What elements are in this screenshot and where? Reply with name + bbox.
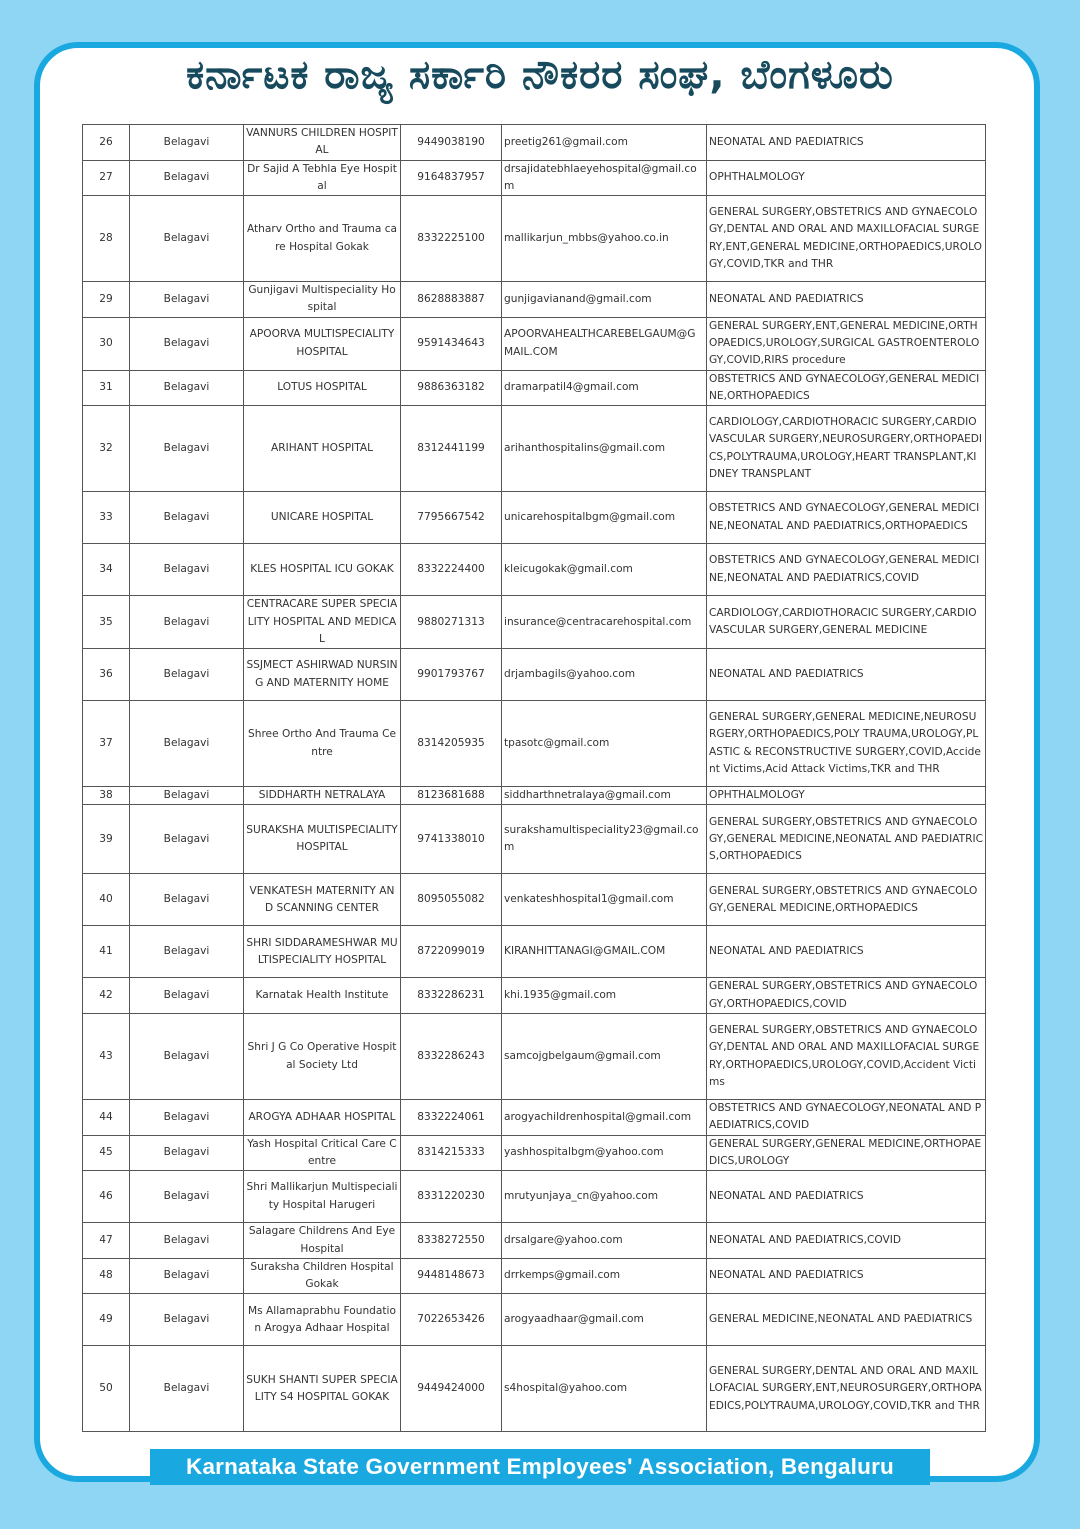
district-cell: Belagavi bbox=[130, 596, 244, 649]
hospital-name-cell: Atharv Ortho and Trauma care Hospital Gokak bbox=[244, 196, 401, 282]
phone-cell: 9901793767 bbox=[401, 649, 502, 701]
district-cell: Belagavi bbox=[130, 1135, 244, 1171]
table-row bbox=[83, 125, 986, 161]
page-title: ಕರ್ನಾಟಕ ರಾಜ್ಯ ಸರ್ಕಾರಿ ನೌಕರರ ಸಂಘ, ಬೆಂಗಳೂರು bbox=[186, 52, 894, 98]
email-cell: KIRANHITTANAGI@GMAIL.COM bbox=[502, 926, 707, 978]
phone-cell: 7795667542 bbox=[401, 492, 502, 544]
hospital-name-cell: ARIHANT HOSPITAL bbox=[244, 406, 401, 492]
district-cell: Belagavi bbox=[130, 196, 244, 282]
specialities-cell: OBSTETRICS AND GYNAECOLOGY,NEONATAL AND PAEDIATRICS,COVID bbox=[707, 1100, 986, 1136]
specialities-cell: GENERAL SURGERY,OBSTETRICS AND GYNAECOLOGY,DENTAL AND ORAL AND MAXILLOFACIAL SURGERY,ORTHOPAEDICS,UROLOGY,COVID,Accident Victims bbox=[707, 1014, 986, 1100]
phone-cell: 8722099019 bbox=[401, 926, 502, 978]
phone-cell: 8332286243 bbox=[401, 1014, 502, 1100]
row-number: 29 bbox=[83, 282, 130, 318]
hospital-name-cell: SHRI SIDDARAMESHWAR MULTISPECIALITY HOSPITAL bbox=[244, 926, 401, 978]
district-cell: Belagavi bbox=[130, 787, 244, 805]
district-cell: Belagavi bbox=[130, 805, 244, 874]
phone-cell: 7022653426 bbox=[401, 1294, 502, 1346]
table-row bbox=[83, 1223, 986, 1259]
hospital-name-cell: UNICARE HOSPITAL bbox=[244, 492, 401, 544]
email-cell: siddharthnetralaya@gmail.com bbox=[502, 787, 707, 805]
email-cell: drrkemps@gmail.com bbox=[502, 1258, 707, 1294]
row-number: 47 bbox=[83, 1223, 130, 1259]
email-cell: preetig261@gmail.com bbox=[502, 125, 707, 161]
table-row bbox=[83, 1135, 986, 1171]
email-cell: kleicugokak@gmail.com bbox=[502, 544, 707, 596]
email-cell: venkateshhospital1@gmail.com bbox=[502, 874, 707, 926]
row-number: 39 bbox=[83, 805, 130, 874]
district-cell: Belagavi bbox=[130, 649, 244, 701]
phone-cell: 8095055082 bbox=[401, 874, 502, 926]
district-cell: Belagavi bbox=[130, 282, 244, 318]
table-row bbox=[83, 492, 986, 544]
email-cell: s4hospital@yahoo.com bbox=[502, 1346, 707, 1432]
email-cell: samcojgbelgaum@gmail.com bbox=[502, 1014, 707, 1100]
table-row bbox=[83, 406, 986, 492]
phone-cell: 9449424000 bbox=[401, 1346, 502, 1432]
row-number: 42 bbox=[83, 978, 130, 1014]
specialities-cell: GENERAL SURGERY,DENTAL AND ORAL AND MAXILLOFACIAL SURGERY,ENT,NEUROSURGERY,ORTHOPAEDICS,POLYTRAUMA,UROLOGY,COVID,TKR and THR bbox=[707, 1346, 986, 1432]
row-number: 28 bbox=[83, 196, 130, 282]
hospital-name-cell: SSJMECT ASHIRWAD NURSING AND MATERNITY HOME bbox=[244, 649, 401, 701]
hospital-name-cell: Karnatak Health Institute bbox=[244, 978, 401, 1014]
hospital-name-cell: VENKATESH MATERNITY AND SCANNING CENTER bbox=[244, 874, 401, 926]
row-number: 36 bbox=[83, 649, 130, 701]
email-cell: unicarehospitalbgm@gmail.com bbox=[502, 492, 707, 544]
hospital-name-cell: CENTRACARE SUPER SPECIALITY HOSPITAL AND MEDICAL bbox=[244, 596, 401, 649]
district-cell: Belagavi bbox=[130, 978, 244, 1014]
phone-cell: 8312441199 bbox=[401, 406, 502, 492]
specialities-cell: GENERAL SURGERY,ENT,GENERAL MEDICINE,ORTHOPAEDICS,UROLOGY,SURGICAL GASTROENTEROLOGY,COVID,RIRS procedure bbox=[707, 317, 986, 370]
specialities-cell: GENERAL SURGERY,OBSTETRICS AND GYNAECOLOGY,ORTHOPAEDICS,COVID bbox=[707, 978, 986, 1014]
table-row bbox=[83, 874, 986, 926]
district-cell: Belagavi bbox=[130, 1100, 244, 1136]
district-cell: Belagavi bbox=[130, 370, 244, 406]
table-row bbox=[83, 1014, 986, 1100]
hospital-name-cell: APOORVA MULTISPECIALITY HOSPITAL bbox=[244, 317, 401, 370]
district-cell: Belagavi bbox=[130, 1258, 244, 1294]
hospital-name-cell: Yash Hospital Critical Care Centre bbox=[244, 1135, 401, 1171]
row-number: 33 bbox=[83, 492, 130, 544]
table-row bbox=[83, 978, 986, 1014]
row-number: 32 bbox=[83, 406, 130, 492]
hospital-name-cell: SUKH SHANTI SUPER SPECIALITY S4 HOSPITAL GOKAK bbox=[244, 1346, 401, 1432]
district-cell: Belagavi bbox=[130, 926, 244, 978]
table-row bbox=[83, 1294, 986, 1346]
table-row bbox=[83, 1258, 986, 1294]
table-row bbox=[83, 649, 986, 701]
row-number: 41 bbox=[83, 926, 130, 978]
specialities-cell: NEONATAL AND PAEDIATRICS bbox=[707, 125, 986, 161]
district-cell: Belagavi bbox=[130, 701, 244, 787]
hospital-name-cell: SIDDHARTH NETRALAYA bbox=[244, 787, 401, 805]
specialities-cell: GENERAL SURGERY,OBSTETRICS AND GYNAECOLOGY,GENERAL MEDICINE,NEONATAL AND PAEDIATRICS,ORTHOPAEDICS bbox=[707, 805, 986, 874]
hospital-name-cell: Shri J G Co Operative Hospital Society Ltd bbox=[244, 1014, 401, 1100]
row-number: 48 bbox=[83, 1258, 130, 1294]
specialities-cell: GENERAL SURGERY,OBSTETRICS AND GYNAECOLOGY,DENTAL AND ORAL AND MAXILLOFACIAL SURGERY,ENT,GENERAL MEDICINE,ORTHOPAEDICS,UROLOGY,COVID,TKR and THR bbox=[707, 196, 986, 282]
district-cell: Belagavi bbox=[130, 125, 244, 161]
hospital-name-cell: LOTUS HOSPITAL bbox=[244, 370, 401, 406]
specialities-cell: GENERAL SURGERY,OBSTETRICS AND GYNAECOLOGY,GENERAL MEDICINE,ORTHOPAEDICS bbox=[707, 874, 986, 926]
phone-cell: 9591434643 bbox=[401, 317, 502, 370]
row-number: 46 bbox=[83, 1171, 130, 1223]
hospital-name-cell: Salagare Childrens And Eye Hospital bbox=[244, 1223, 401, 1259]
hospital-name-cell: KLES HOSPITAL ICU GOKAK bbox=[244, 544, 401, 596]
row-number: 49 bbox=[83, 1294, 130, 1346]
email-cell: tpasotc@gmail.com bbox=[502, 701, 707, 787]
table-row bbox=[83, 1171, 986, 1223]
row-number: 50 bbox=[83, 1346, 130, 1432]
phone-cell: 8332286231 bbox=[401, 978, 502, 1014]
district-cell: Belagavi bbox=[130, 317, 244, 370]
table-row bbox=[83, 317, 986, 370]
row-number: 35 bbox=[83, 596, 130, 649]
district-cell: Belagavi bbox=[130, 160, 244, 196]
district-cell: Belagavi bbox=[130, 406, 244, 492]
specialities-cell: GENERAL SURGERY,GENERAL MEDICINE,NEUROSURGERY,ORTHOPAEDICS,POLY TRAUMA,UROLOGY,PLASTIC & RECONSTRUCTIVE SURGERY,COVID,Accident Victims,Acid Attack Victims,TKR and THR bbox=[707, 701, 986, 787]
email-cell: drsalgare@yahoo.com bbox=[502, 1223, 707, 1259]
district-cell: Belagavi bbox=[130, 1014, 244, 1100]
district-cell: Belagavi bbox=[130, 1223, 244, 1259]
specialities-cell: NEONATAL AND PAEDIATRICS bbox=[707, 1171, 986, 1223]
specialities-cell: CARDIOLOGY,CARDIOTHORACIC SURGERY,CARDIOVASCULAR SURGERY,NEUROSURGERY,ORTHOPAEDICS,POLYTRAUMA,UROLOGY,HEART TRANSPLANT,KIDNEY TRANSPLANT bbox=[707, 406, 986, 492]
row-number: 27 bbox=[83, 160, 130, 196]
hospital-name-cell: Ms Allamaprabhu Foundation Arogya Adhaar Hospital bbox=[244, 1294, 401, 1346]
row-number: 45 bbox=[83, 1135, 130, 1171]
hospital-name-cell: Shree Ortho And Trauma Centre bbox=[244, 701, 401, 787]
phone-cell: 8331220230 bbox=[401, 1171, 502, 1223]
hospital-name-cell: Gunjigavi Multispeciality Hospital bbox=[244, 282, 401, 318]
row-number: 30 bbox=[83, 317, 130, 370]
phone-cell: 8332225100 bbox=[401, 196, 502, 282]
email-cell: mrutyunjaya_cn@yahoo.com bbox=[502, 1171, 707, 1223]
hospital-name-cell: VANNURS CHILDREN HOSPITAL bbox=[244, 125, 401, 161]
email-cell: arogyachildrenhospital@gmail.com bbox=[502, 1100, 707, 1136]
district-cell: Belagavi bbox=[130, 492, 244, 544]
table-row bbox=[83, 1346, 986, 1432]
phone-cell: 8123681688 bbox=[401, 787, 502, 805]
email-cell: arihanthospitalins@gmail.com bbox=[502, 406, 707, 492]
specialities-cell: NEONATAL AND PAEDIATRICS bbox=[707, 282, 986, 318]
specialities-cell: GENERAL SURGERY,GENERAL MEDICINE,ORTHOPAEDICS,UROLOGY bbox=[707, 1135, 986, 1171]
email-cell: drjambagils@yahoo.com bbox=[502, 649, 707, 701]
phone-cell: 9449038190 bbox=[401, 125, 502, 161]
phone-cell: 8338272550 bbox=[401, 1223, 502, 1259]
email-cell: khi.1935@gmail.com bbox=[502, 978, 707, 1014]
hospital-name-cell: Dr Sajid A Tebhla Eye Hospital bbox=[244, 160, 401, 196]
district-cell: Belagavi bbox=[130, 874, 244, 926]
phone-cell: 9886363182 bbox=[401, 370, 502, 406]
specialities-cell: OPHTHALMOLOGY bbox=[707, 787, 986, 805]
specialities-cell: NEONATAL AND PAEDIATRICS bbox=[707, 649, 986, 701]
email-cell: insurance@centracarehospital.com bbox=[502, 596, 707, 649]
row-number: 31 bbox=[83, 370, 130, 406]
row-number: 34 bbox=[83, 544, 130, 596]
phone-cell: 9880271313 bbox=[401, 596, 502, 649]
specialities-cell: CARDIOLOGY,CARDIOTHORACIC SURGERY,CARDIOVASCULAR SURGERY,GENERAL MEDICINE bbox=[707, 596, 986, 649]
phone-cell: 8332224061 bbox=[401, 1100, 502, 1136]
district-cell: Belagavi bbox=[130, 1346, 244, 1432]
footer-banner: Karnataka State Government Employees' Association, Bengaluru bbox=[150, 1449, 930, 1485]
specialities-cell: NEONATAL AND PAEDIATRICS bbox=[707, 926, 986, 978]
email-cell: arogyaadhaar@gmail.com bbox=[502, 1294, 707, 1346]
row-number: 37 bbox=[83, 701, 130, 787]
specialities-cell: OPHTHALMOLOGY bbox=[707, 160, 986, 196]
district-cell: Belagavi bbox=[130, 1294, 244, 1346]
phone-cell: 8314205935 bbox=[401, 701, 502, 787]
phone-cell: 9741338010 bbox=[401, 805, 502, 874]
specialities-cell: OBSTETRICS AND GYNAECOLOGY,GENERAL MEDICINE,ORTHOPAEDICS bbox=[707, 370, 986, 406]
table-row bbox=[83, 196, 986, 282]
specialities-cell: GENERAL MEDICINE,NEONATAL AND PAEDIATRICS bbox=[707, 1294, 986, 1346]
table-row bbox=[83, 787, 986, 805]
table-row bbox=[83, 805, 986, 874]
hospital-name-cell: SURAKSHA MULTISPECIALITY HOSPITAL bbox=[244, 805, 401, 874]
district-cell: Belagavi bbox=[130, 544, 244, 596]
table-row bbox=[83, 596, 986, 649]
district-cell: Belagavi bbox=[130, 1171, 244, 1223]
phone-cell: 8332224400 bbox=[401, 544, 502, 596]
row-number: 43 bbox=[83, 1014, 130, 1100]
email-cell: yashhospitalbgm@yahoo.com bbox=[502, 1135, 707, 1171]
phone-cell: 8314215333 bbox=[401, 1135, 502, 1171]
hospital-name-cell: AROGYA ADHAAR HOSPITAL bbox=[244, 1100, 401, 1136]
specialities-cell: OBSTETRICS AND GYNAECOLOGY,GENERAL MEDICINE,NEONATAL AND PAEDIATRICS,COVID bbox=[707, 544, 986, 596]
table-row bbox=[83, 544, 986, 596]
table-row bbox=[83, 1100, 986, 1136]
specialities-cell: OBSTETRICS AND GYNAECOLOGY,GENERAL MEDICINE,NEONATAL AND PAEDIATRICS,ORTHOPAEDICS bbox=[707, 492, 986, 544]
email-cell: surakshamultispeciality23@gmail.com bbox=[502, 805, 707, 874]
specialities-cell: NEONATAL AND PAEDIATRICS bbox=[707, 1258, 986, 1294]
table-row bbox=[83, 370, 986, 406]
hospital-table bbox=[82, 124, 986, 1432]
email-cell: mallikarjun_mbbs@yahoo.co.in bbox=[502, 196, 707, 282]
email-cell: APOORVAHEALTHCAREBELGAUM@GMAIL.COM bbox=[502, 317, 707, 370]
hospital-name-cell: Shri Mallikarjun Multispeciality Hospital Harugeri bbox=[244, 1171, 401, 1223]
specialities-cell: NEONATAL AND PAEDIATRICS,COVID bbox=[707, 1223, 986, 1259]
row-number: 40 bbox=[83, 874, 130, 926]
table-row bbox=[83, 701, 986, 787]
row-number: 44 bbox=[83, 1100, 130, 1136]
row-number: 26 bbox=[83, 125, 130, 161]
table-row bbox=[83, 282, 986, 318]
table-row bbox=[83, 926, 986, 978]
email-cell: drsajidatebhlaeyehospital@gmail.com bbox=[502, 160, 707, 196]
phone-cell: 9164837957 bbox=[401, 160, 502, 196]
email-cell: gunjigavianand@gmail.com bbox=[502, 282, 707, 318]
phone-cell: 9448148673 bbox=[401, 1258, 502, 1294]
table-row bbox=[83, 160, 986, 196]
hospital-name-cell: Suraksha Children Hospital Gokak bbox=[244, 1258, 401, 1294]
row-number: 38 bbox=[83, 787, 130, 805]
email-cell: dramarpatil4@gmail.com bbox=[502, 370, 707, 406]
phone-cell: 8628883887 bbox=[401, 282, 502, 318]
